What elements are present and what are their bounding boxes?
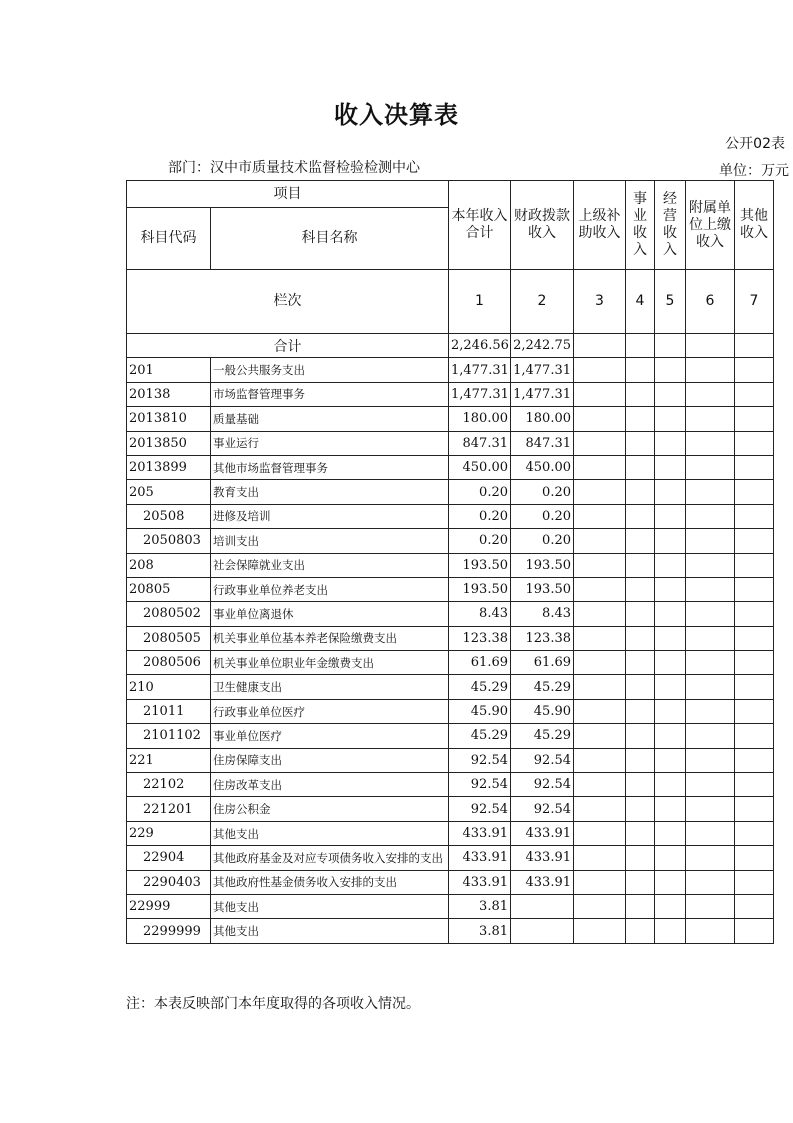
header-col4: 事业收入 bbox=[626, 181, 655, 270]
column-number: 1 bbox=[449, 270, 511, 334]
row-code: 2299999 bbox=[127, 919, 211, 943]
empty-cell bbox=[655, 602, 686, 626]
table-row bbox=[127, 431, 774, 455]
empty-cell bbox=[735, 577, 774, 601]
empty-cell bbox=[574, 382, 626, 406]
empty-cell bbox=[574, 529, 626, 553]
row-code: 229 bbox=[127, 821, 211, 845]
row-name: 卫生健康支出 bbox=[211, 675, 449, 699]
row-col1: 61.69 bbox=[449, 651, 511, 675]
empty-cell bbox=[626, 651, 655, 675]
empty-cell bbox=[735, 821, 774, 845]
row-col1: 1,477.31 bbox=[449, 358, 511, 382]
empty-cell bbox=[735, 431, 774, 455]
empty-cell bbox=[626, 358, 655, 382]
row-name: 其他政府性基金债务收入安排的支出 bbox=[211, 870, 449, 894]
row-code: 221201 bbox=[127, 797, 211, 821]
row-name: 其他支出 bbox=[211, 919, 449, 943]
empty-cell bbox=[735, 675, 774, 699]
empty-cell bbox=[735, 602, 774, 626]
empty-cell bbox=[574, 773, 626, 797]
empty-cell bbox=[626, 699, 655, 723]
row-name: 教育支出 bbox=[211, 480, 449, 504]
empty-cell bbox=[655, 870, 686, 894]
empty-cell bbox=[655, 651, 686, 675]
empty-cell bbox=[574, 480, 626, 504]
header-row-label: 栏次 bbox=[127, 270, 449, 334]
row-name: 机关事业单位基本养老保险缴费支出 bbox=[211, 626, 449, 650]
empty-cell bbox=[735, 455, 774, 479]
empty-cell bbox=[655, 919, 686, 943]
row-col2: 92.54 bbox=[511, 797, 574, 821]
table-row bbox=[127, 699, 774, 723]
table-row bbox=[127, 919, 774, 943]
header-name: 科目名称 bbox=[211, 208, 449, 270]
row-col2: 8.43 bbox=[511, 602, 574, 626]
row-code: 20508 bbox=[127, 504, 211, 528]
row-name: 事业单位离退休 bbox=[211, 602, 449, 626]
empty-cell bbox=[626, 480, 655, 504]
row-code: 201 bbox=[127, 358, 211, 382]
empty-cell bbox=[735, 651, 774, 675]
empty-cell bbox=[626, 407, 655, 431]
row-name: 一般公共服务支出 bbox=[211, 358, 449, 382]
table-row bbox=[127, 529, 774, 553]
empty-cell bbox=[626, 894, 655, 918]
table-row bbox=[127, 553, 774, 577]
empty-cell bbox=[735, 504, 774, 528]
empty-cell bbox=[735, 553, 774, 577]
header-col3: 上级补助收入 bbox=[574, 181, 626, 270]
row-col2: 433.91 bbox=[511, 846, 574, 870]
unit-label: 单位：万元 bbox=[719, 163, 789, 179]
row-col1: 45.29 bbox=[449, 675, 511, 699]
table-row bbox=[127, 821, 774, 845]
header-col6: 附属单位上缴收入 bbox=[686, 181, 735, 270]
row-col1: 433.91 bbox=[449, 846, 511, 870]
empty-cell bbox=[655, 577, 686, 601]
empty-cell bbox=[626, 773, 655, 797]
row-name: 其他支出 bbox=[211, 821, 449, 845]
empty-cell bbox=[626, 675, 655, 699]
empty-cell bbox=[686, 748, 735, 772]
empty-cell bbox=[574, 894, 626, 918]
row-name: 培训支出 bbox=[211, 529, 449, 553]
empty-cell bbox=[626, 846, 655, 870]
row-name: 机关事业单位职业年金缴费支出 bbox=[211, 651, 449, 675]
row-name: 市场监督管理事务 bbox=[211, 382, 449, 406]
table-row bbox=[127, 407, 774, 431]
empty-cell bbox=[686, 358, 735, 382]
row-col2: 180.00 bbox=[511, 407, 574, 431]
empty-cell bbox=[574, 846, 626, 870]
empty-cell bbox=[626, 577, 655, 601]
row-name: 住房改革支出 bbox=[211, 773, 449, 797]
column-number: 2 bbox=[511, 270, 574, 334]
empty-cell bbox=[735, 699, 774, 723]
table-row bbox=[127, 797, 774, 821]
empty-cell bbox=[655, 675, 686, 699]
row-col2: 123.38 bbox=[511, 626, 574, 650]
row-name: 住房保障支出 bbox=[211, 748, 449, 772]
empty-cell bbox=[626, 724, 655, 748]
total-col1: 2,246.56 bbox=[449, 334, 511, 358]
row-code: 210 bbox=[127, 675, 211, 699]
table-row bbox=[127, 455, 774, 479]
row-col2: 1,477.31 bbox=[511, 382, 574, 406]
empty-cell bbox=[735, 626, 774, 650]
table-row bbox=[127, 626, 774, 650]
total-col2: 2,242.75 bbox=[511, 334, 574, 358]
empty-cell bbox=[574, 919, 626, 943]
row-name: 事业单位医疗 bbox=[211, 724, 449, 748]
table-row bbox=[127, 846, 774, 870]
row-col1: 193.50 bbox=[449, 577, 511, 601]
row-code: 2013850 bbox=[127, 431, 211, 455]
empty-cell bbox=[686, 602, 735, 626]
row-name: 行政事业单位医疗 bbox=[211, 699, 449, 723]
row-name: 行政事业单位养老支出 bbox=[211, 577, 449, 601]
row-code: 22904 bbox=[127, 846, 211, 870]
table-row bbox=[127, 870, 774, 894]
empty-cell bbox=[626, 334, 655, 358]
empty-cell bbox=[655, 748, 686, 772]
empty-cell bbox=[626, 748, 655, 772]
empty-cell bbox=[686, 626, 735, 650]
row-col2: 0.20 bbox=[511, 529, 574, 553]
empty-cell bbox=[574, 455, 626, 479]
row-code: 2080502 bbox=[127, 602, 211, 626]
row-code: 208 bbox=[127, 553, 211, 577]
empty-cell bbox=[735, 919, 774, 943]
empty-cell bbox=[655, 553, 686, 577]
column-number: 3 bbox=[574, 270, 626, 334]
empty-cell bbox=[686, 919, 735, 943]
table-row bbox=[127, 577, 774, 601]
row-col2: 92.54 bbox=[511, 773, 574, 797]
empty-cell bbox=[735, 480, 774, 504]
row-code: 20805 bbox=[127, 577, 211, 601]
empty-cell bbox=[686, 407, 735, 431]
empty-cell bbox=[686, 797, 735, 821]
row-col2: 1,477.31 bbox=[511, 358, 574, 382]
row-code: 21011 bbox=[127, 699, 211, 723]
empty-cell bbox=[626, 382, 655, 406]
empty-cell bbox=[574, 431, 626, 455]
row-col1: 3.81 bbox=[449, 919, 511, 943]
row-col1: 0.20 bbox=[449, 504, 511, 528]
empty-cell bbox=[686, 504, 735, 528]
table-row bbox=[127, 480, 774, 504]
row-col2 bbox=[511, 894, 574, 918]
empty-cell bbox=[574, 358, 626, 382]
empty-cell bbox=[686, 529, 735, 553]
empty-cell bbox=[735, 407, 774, 431]
table-row bbox=[127, 504, 774, 528]
row-name: 住房公积金 bbox=[211, 797, 449, 821]
empty-cell bbox=[655, 894, 686, 918]
row-name: 社会保障就业支出 bbox=[211, 553, 449, 577]
empty-cell bbox=[655, 626, 686, 650]
empty-cell bbox=[735, 529, 774, 553]
row-col1: 45.90 bbox=[449, 699, 511, 723]
column-number: 4 bbox=[626, 270, 655, 334]
empty-cell bbox=[574, 797, 626, 821]
column-number: 6 bbox=[686, 270, 735, 334]
empty-cell bbox=[626, 870, 655, 894]
empty-cell bbox=[626, 553, 655, 577]
empty-cell bbox=[735, 358, 774, 382]
table-row bbox=[127, 358, 774, 382]
empty-cell bbox=[655, 382, 686, 406]
row-col2: 92.54 bbox=[511, 748, 574, 772]
empty-cell bbox=[735, 748, 774, 772]
footnote: 注：本表反映部门本年度取得的各项收入情况。 bbox=[126, 996, 420, 1012]
empty-cell bbox=[655, 455, 686, 479]
row-name: 事业运行 bbox=[211, 431, 449, 455]
empty-cell bbox=[626, 919, 655, 943]
empty-cell bbox=[686, 675, 735, 699]
empty-cell bbox=[574, 821, 626, 845]
row-col1: 847.31 bbox=[449, 431, 511, 455]
empty-cell bbox=[686, 699, 735, 723]
row-col2: 193.50 bbox=[511, 577, 574, 601]
income-table bbox=[126, 180, 774, 944]
empty-cell bbox=[686, 651, 735, 675]
row-col2 bbox=[511, 919, 574, 943]
row-col1: 1,477.31 bbox=[449, 382, 511, 406]
row-col2: 450.00 bbox=[511, 455, 574, 479]
empty-cell bbox=[655, 699, 686, 723]
empty-cell bbox=[655, 797, 686, 821]
table-row bbox=[127, 724, 774, 748]
empty-cell bbox=[655, 358, 686, 382]
row-code: 2013899 bbox=[127, 455, 211, 479]
empty-cell bbox=[574, 748, 626, 772]
empty-cell bbox=[686, 577, 735, 601]
page-title: 收入决算表 bbox=[334, 101, 459, 129]
empty-cell bbox=[626, 431, 655, 455]
header-col7: 其他收入 bbox=[735, 181, 774, 270]
row-col1: 92.54 bbox=[449, 797, 511, 821]
empty-cell bbox=[626, 821, 655, 845]
row-code: 2050803 bbox=[127, 529, 211, 553]
header-col1: 本年收入合计 bbox=[449, 181, 511, 270]
header-project: 项目 bbox=[127, 181, 449, 208]
row-code: 2013810 bbox=[127, 407, 211, 431]
column-number: 5 bbox=[655, 270, 686, 334]
empty-cell bbox=[655, 529, 686, 553]
empty-cell bbox=[574, 602, 626, 626]
row-col1: 0.20 bbox=[449, 529, 511, 553]
row-col2: 193.50 bbox=[511, 553, 574, 577]
empty-cell bbox=[655, 846, 686, 870]
row-col2: 45.90 bbox=[511, 699, 574, 723]
row-col2: 61.69 bbox=[511, 651, 574, 675]
row-col1: 180.00 bbox=[449, 407, 511, 431]
empty-cell bbox=[735, 382, 774, 406]
empty-cell bbox=[574, 699, 626, 723]
header-code: 科目代码 bbox=[127, 208, 211, 270]
empty-cell bbox=[626, 602, 655, 626]
row-code: 2080505 bbox=[127, 626, 211, 650]
empty-cell bbox=[735, 334, 774, 358]
row-col2: 433.91 bbox=[511, 870, 574, 894]
empty-cell bbox=[655, 773, 686, 797]
table-row bbox=[127, 602, 774, 626]
row-col1: 92.54 bbox=[449, 748, 511, 772]
empty-cell bbox=[574, 334, 626, 358]
empty-cell bbox=[574, 626, 626, 650]
empty-cell bbox=[626, 455, 655, 479]
empty-cell bbox=[686, 773, 735, 797]
table-row bbox=[127, 748, 774, 772]
row-code: 22999 bbox=[127, 894, 211, 918]
form-number: 公开02表 bbox=[725, 136, 785, 152]
row-code: 2101102 bbox=[127, 724, 211, 748]
empty-cell bbox=[686, 553, 735, 577]
empty-cell bbox=[686, 724, 735, 748]
row-col2: 0.20 bbox=[511, 480, 574, 504]
empty-cell bbox=[686, 455, 735, 479]
row-code: 20138 bbox=[127, 382, 211, 406]
empty-cell bbox=[735, 773, 774, 797]
table-row bbox=[127, 382, 774, 406]
row-name: 其他政府基金及对应专项债务收入安排的支出 bbox=[211, 846, 449, 870]
empty-cell bbox=[626, 529, 655, 553]
empty-cell bbox=[655, 431, 686, 455]
empty-cell bbox=[735, 797, 774, 821]
row-col2: 45.29 bbox=[511, 675, 574, 699]
row-col1: 433.91 bbox=[449, 821, 511, 845]
row-col1: 450.00 bbox=[449, 455, 511, 479]
empty-cell bbox=[686, 894, 735, 918]
empty-cell bbox=[686, 480, 735, 504]
empty-cell bbox=[574, 553, 626, 577]
empty-cell bbox=[686, 870, 735, 894]
empty-cell bbox=[735, 724, 774, 748]
empty-cell bbox=[574, 577, 626, 601]
row-code: 2080506 bbox=[127, 651, 211, 675]
row-col1: 3.81 bbox=[449, 894, 511, 918]
row-code: 205 bbox=[127, 480, 211, 504]
row-col1: 193.50 bbox=[449, 553, 511, 577]
empty-cell bbox=[655, 821, 686, 845]
row-name: 其他市场监督管理事务 bbox=[211, 455, 449, 479]
empty-cell bbox=[655, 724, 686, 748]
empty-cell bbox=[686, 334, 735, 358]
empty-cell bbox=[574, 651, 626, 675]
empty-cell bbox=[574, 870, 626, 894]
row-name: 其他支出 bbox=[211, 894, 449, 918]
row-name: 进修及培训 bbox=[211, 504, 449, 528]
empty-cell bbox=[626, 797, 655, 821]
row-col1: 8.43 bbox=[449, 602, 511, 626]
row-code: 221 bbox=[127, 748, 211, 772]
empty-cell bbox=[626, 626, 655, 650]
empty-cell bbox=[735, 894, 774, 918]
empty-cell bbox=[574, 724, 626, 748]
row-col1: 45.29 bbox=[449, 724, 511, 748]
department-label: 部门：汉中市质量技术监督检验检测中心 bbox=[168, 160, 420, 176]
empty-cell bbox=[686, 846, 735, 870]
empty-cell bbox=[655, 407, 686, 431]
table-row bbox=[127, 651, 774, 675]
empty-cell bbox=[735, 846, 774, 870]
row-col1: 92.54 bbox=[449, 773, 511, 797]
empty-cell bbox=[655, 504, 686, 528]
table-row bbox=[127, 675, 774, 699]
row-col2: 0.20 bbox=[511, 504, 574, 528]
empty-cell bbox=[626, 504, 655, 528]
header-col5: 经营收入 bbox=[655, 181, 686, 270]
row-col1: 0.20 bbox=[449, 480, 511, 504]
empty-cell bbox=[574, 504, 626, 528]
row-col2: 45.29 bbox=[511, 724, 574, 748]
empty-cell bbox=[686, 431, 735, 455]
empty-cell bbox=[655, 334, 686, 358]
empty-cell bbox=[655, 480, 686, 504]
column-number: 7 bbox=[735, 270, 774, 334]
total-label: 合计 bbox=[127, 334, 449, 358]
row-col2: 847.31 bbox=[511, 431, 574, 455]
row-col1: 123.38 bbox=[449, 626, 511, 650]
table-row bbox=[127, 773, 774, 797]
header-col2: 财政拨款收入 bbox=[511, 181, 574, 270]
empty-cell bbox=[735, 870, 774, 894]
total-row bbox=[127, 334, 774, 358]
empty-cell bbox=[574, 675, 626, 699]
row-col2: 433.91 bbox=[511, 821, 574, 845]
row-code: 2290403 bbox=[127, 870, 211, 894]
empty-cell bbox=[686, 821, 735, 845]
row-name: 质量基础 bbox=[211, 407, 449, 431]
empty-cell bbox=[574, 407, 626, 431]
empty-cell bbox=[686, 382, 735, 406]
row-code: 22102 bbox=[127, 773, 211, 797]
table-row bbox=[127, 894, 774, 918]
row-col1: 433.91 bbox=[449, 870, 511, 894]
